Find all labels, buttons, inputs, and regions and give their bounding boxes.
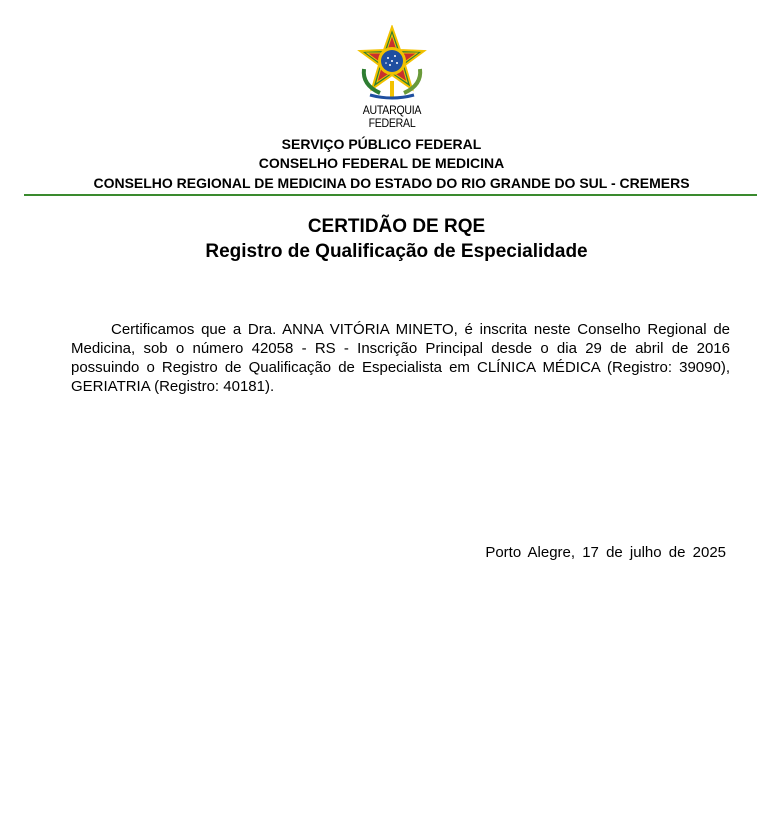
document-title: CERTIDÃO DE RQE xyxy=(307,216,486,237)
header-divider xyxy=(24,194,757,196)
header-line-3: CONSELHO REGIONAL DE MEDICINA DO ESTADO DO RIO GRANDE DO SUL - CREMERS xyxy=(93,175,690,191)
certificate-body: Certificamos que a Dra. ANNA VITÓRIA MINETO, é inscrita neste Conselho Regional de Medicina, sob o número 42058 - RS - Inscrição Principal desde o dia 29 de abril de 2016 possuindo o Registro de Qualificação de Especialista em CLÍNICA MÉDICA (Registro: 39090), GERIATRIA (Registro: 40181). xyxy=(71,321,730,395)
header-line-1: SERVIÇO PÚBLICO FEDERAL xyxy=(281,136,482,152)
autarquia-line1: AUTARQUIA xyxy=(362,103,422,117)
autarquia-label xyxy=(337,104,446,130)
coat-of-arms-icon xyxy=(354,25,430,101)
date-line: Porto Alegre, 17 de julho de 2025 xyxy=(485,544,726,561)
autarquia-line2: FEDERAL xyxy=(368,116,416,130)
document-subtitle: Registro de Qualificação de Especialidade xyxy=(205,241,588,262)
header-line-2: CONSELHO FEDERAL DE MEDICINA xyxy=(258,155,505,171)
